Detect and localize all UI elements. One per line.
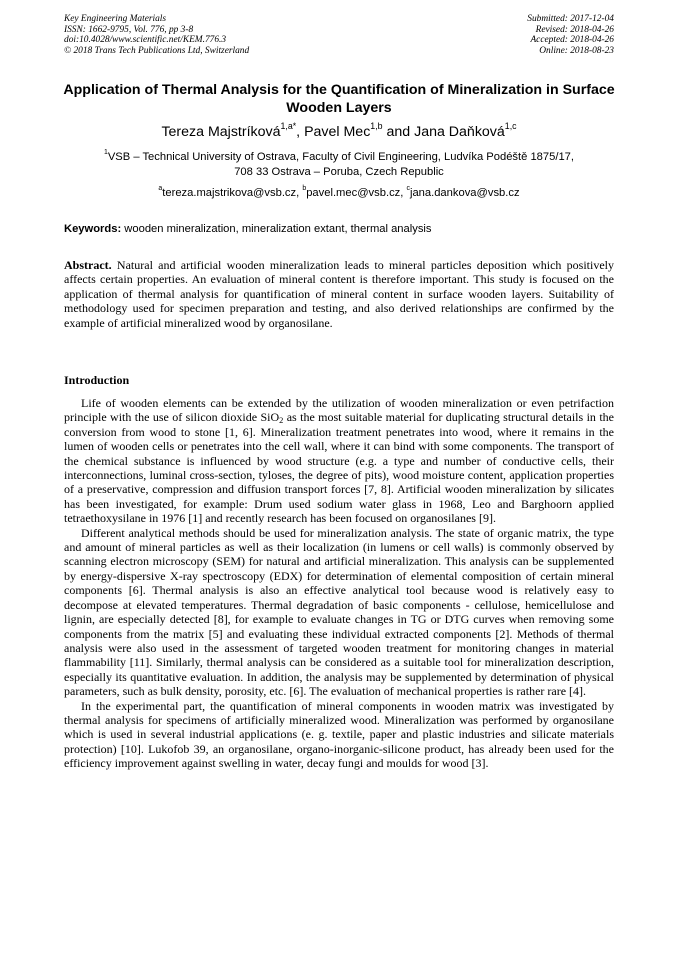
- author-affiliation-mark: 1,a*: [280, 120, 297, 131]
- affiliation: [40, 150, 638, 179]
- affiliation-line: $^1$VSB – Technical University of Ostrava, Faculty of Civil Engineering, Ludvíka Podéště 1875/17,: [103, 149, 575, 163]
- author-separator: and: [382, 124, 415, 140]
- affiliation-mark: 1: [103, 149, 108, 157]
- keywords: [64, 222, 614, 236]
- section-heading-introduction: Introduction: [64, 373, 130, 387]
- keywords-label: Keywords:: [64, 223, 122, 235]
- author-affiliation-mark: 1,c: [504, 120, 517, 131]
- journal-name: Key Engineering Materials: [64, 14, 167, 24]
- author-name: Jana Daňková: [414, 124, 505, 140]
- author-name: Pavel Mec: [304, 124, 371, 140]
- email-mark: c: [406, 185, 410, 193]
- email-mark: a: [158, 185, 163, 193]
- paragraph: Life of wooden elements can be extended by the utilization of wooden mineralization or even petrifaction principle with the use of silicon dioxide SiO$_2$ as the most suitable material for duplicating structural details in the conversion from wood to stone [1, 6]. Mineralization treatment penetrates into wood, where it remains in the lumen of wooden cells or penetrates into the cell wall, where it can bind with some components. The transport of the chemical substance is influenced by wood structure (e.g. a type and number of conductive cells, their interconnections, luminal cross-section, tyloses, the degree of pits), wood moisture content, application properties of a preservative, compression and diffusion transport forces [7, 8]. Artificial wooden mineralization by silicates has been investigated, for example: Drum used sodium water glass in 1968, Leo and Barghoorn applied tetraethoxysilane in 1976 [1] and recently research has been focused on organosilanes [9].: [64, 396, 614, 526]
- email-address: jana.dankova@vsb.cz: [409, 187, 520, 199]
- date-online: Online: 2018-08-23: [539, 45, 614, 56]
- email-address: pavel.mec@vsb.cz,: [306, 187, 407, 199]
- email-address: tereza.majstrikova@vsb.cz,: [162, 187, 303, 199]
- paper-title: Application of Thermal Analysis for the Quantification of Mineralization in Surface Wooden Layers: [63, 82, 615, 116]
- author-list: [40, 120, 638, 141]
- abstract-label: Abstract.: [64, 258, 112, 272]
- subscript: 2: [279, 416, 284, 426]
- publication-dates: [527, 14, 614, 56]
- email-mark: b: [302, 185, 307, 193]
- date-submitted: Submitted: 2017-12-04: [527, 14, 614, 24]
- author-affiliation-mark: 1,b: [370, 120, 383, 131]
- journal-issn: ISSN: 1662-9795, Vol. 776, pp 3-8: [64, 24, 194, 35]
- journal-copyright: © 2018 Trans Tech Publications Ltd, Switzerland: [64, 45, 250, 56]
- paragraph: In the experimental part, the quantification of mineral components in wooden matrix was investigated by thermal analysis for specimens of artificially mineralized wood. Mineralization was performed by organosilane which is used in several industrial applications (e. g. textile, paper and plastic industries and silicate materials protection) [10]. Lukofob 39, an organosilane, organo-inorganic-silicone product, has already been used for the efficiency improvement against swelling in water, decay fungi and moulds for wood [3].: [64, 698, 614, 771]
- author-separator: ,: [296, 124, 305, 140]
- date-accepted: Accepted: 2018-04-26: [530, 35, 614, 46]
- journal-doi: doi:10.4028/www.scientific.net/KEM.776.3: [64, 35, 227, 46]
- journal-info: [64, 14, 249, 56]
- paragraph: Different analytical methods should be used for mineralization analysis. The state of organic matrix, the type and amount of mineral particles as well as their localization (in lumens or cell walls) is commonly observed by scanning electron microscopy (SEM) for natural and artificial mineralization. This analysis can be supplemented by energy-dispersive X-ray spectroscopy (EDX) for determination of elemental composition of certain mineral components [6]. Thermal analysis is also an effective analytical tool because wood is relatively easy to decompose at elevated temperatures. Thermal degradation of basic components - cellulose, hemicellulose and lignin, are especially detected [8], for example to evaluate changes in TG or DTG curves when removing some components from the matrix [5] and evaluating these individual extracted components [2]. Methods of thermal analysis were also used in the assessment of targeted wooden treatment for monitoring changes in material flammability [11]. Similarly, thermal analysis can be considered as a suitable tool for mineralization description, especially its quantitative evaluation. In addition, the analysis may be supplemented by determination of physical parameters, such as bulk density, porosity, etc. [6]. The evaluation of mechanical properties is rather rare [4].: [64, 525, 614, 699]
- affiliation-line: 708 33 Ostrava – Poruba, Czech Republic: [234, 165, 444, 178]
- date-revised: Revised: 2018-04-26: [535, 24, 614, 35]
- abstract-text: Natural and artificial wooden mineralization leads to mineral particles deposition which positively affects certain properties. An evaluation of mineral content is therefore important. This study is focused on the application of thermal analysis for quantification of mineral content in surface wooden layers. Suitability of methodology used for specimen preparation and testing, and also derived relationships are confirmed by the example of artificial mineralized wood by organosilane.: [64, 258, 614, 330]
- author-name: Tereza Majstríková: [161, 124, 281, 140]
- keywords-text: wooden mineralization, mineralization extant, thermal analysis: [121, 223, 432, 235]
- abstract: [64, 258, 614, 330]
- introduction-body: [64, 396, 614, 771]
- author-emails: [40, 186, 638, 200]
